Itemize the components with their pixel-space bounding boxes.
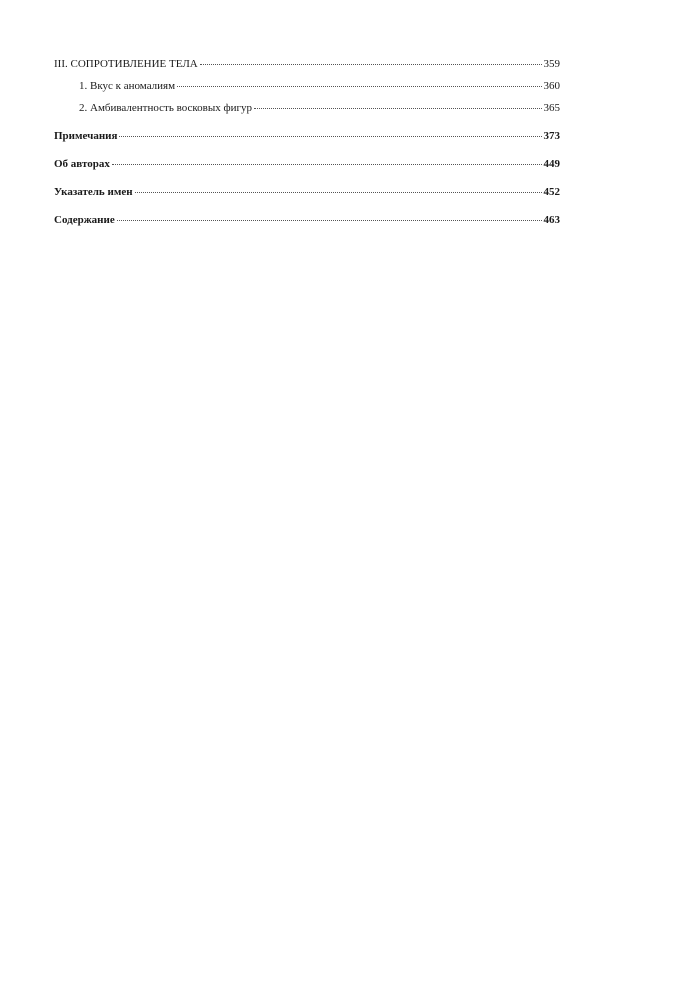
toc-entry-subsection-1	[54, 80, 560, 93]
toc-entry-label: 2. Амбивалентность восковых фигур	[79, 102, 253, 114]
toc-entry-name-index	[54, 186, 560, 199]
toc-leader-dots	[177, 86, 541, 87]
toc-entry-page: 360	[543, 80, 560, 92]
toc-entry-label: Указатель имен	[54, 186, 133, 198]
toc-leader-dots	[112, 164, 542, 165]
toc-entry-authors	[54, 158, 560, 171]
toc-entry-subsection-2	[54, 102, 560, 115]
toc-entry-notes	[54, 130, 560, 143]
toc-entry-label: III. СОПРОТИВЛЕНИЕ ТЕЛА	[54, 58, 198, 70]
toc-leader-dots	[135, 192, 542, 193]
toc-entry-label: Содержание	[54, 214, 115, 226]
toc-entry-page: 452	[543, 186, 560, 198]
toc-leader-dots	[200, 64, 542, 65]
toc-entry-label: Примечания	[54, 130, 118, 142]
toc-entry-page: 359	[543, 58, 560, 70]
toc-entry-contents	[54, 214, 560, 227]
table-of-contents	[54, 58, 560, 242]
toc-entry-section-3	[54, 58, 560, 71]
toc-entry-page: 463	[543, 214, 560, 226]
toc-leader-dots	[119, 136, 541, 137]
toc-leader-dots	[254, 108, 541, 109]
toc-entry-page: 373	[543, 130, 560, 142]
toc-entry-label: Об авторах	[54, 158, 110, 170]
toc-entry-page: 365	[543, 102, 560, 114]
toc-entry-page: 449	[543, 158, 560, 170]
toc-leader-dots	[117, 220, 542, 221]
toc-entry-label: 1. Вкус к аномалиям	[79, 80, 176, 92]
